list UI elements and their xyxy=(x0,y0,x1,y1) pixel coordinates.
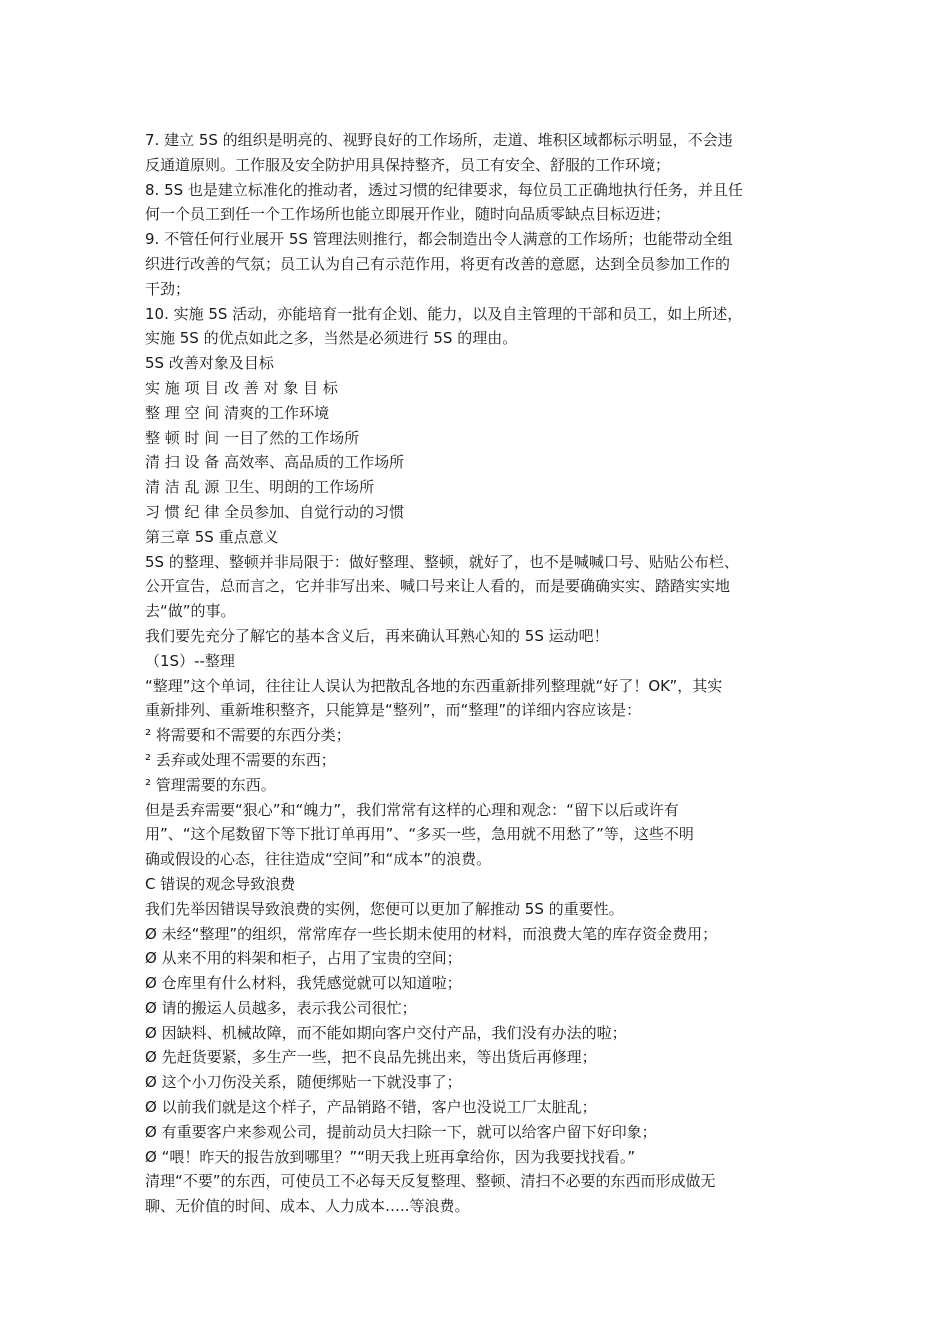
text-line: 习 惯 纪 律 全员参加、自觉行动的习惯 xyxy=(145,502,405,521)
text-line: 实 施 项 目 改 善 对 象 目 标 xyxy=(145,378,338,397)
text-line: “整理”这个单词，往往让人误认为把散乱各地的东西重新排列整理就“好了！OK”，其实 xyxy=(145,676,723,695)
text-line: Ø 有重要客户来参观公司，提前动员大扫除一下，就可以给客户留下好印象； xyxy=(145,1122,657,1141)
text-line: 9. 不管任何行业展开 5S 管理法则推行，都会制造出令人满意的工作场所；也能带动全组 xyxy=(145,230,733,249)
text-line: Ø 因缺料、机械故障，而不能如期向客户交付产品，我们没有办法的啦； xyxy=(145,1023,627,1042)
text-line: 确或假设的心态，往往造成“空间”和“成本”的浪费。 xyxy=(145,850,492,869)
text-line: Ø 这个小刀伤没关系，随便绑贴一下就没事了； xyxy=(145,1073,462,1092)
text-line: 我们要先充分了解它的基本含义后，再来确认耳熟心知的 5S 运动吧！ xyxy=(145,626,609,645)
text-line: 清 扫 设 备 高效率、高品质的工作场所 xyxy=(145,453,405,472)
text-line: 用”、“这个尾数留下等下批订单再用”、“多买一些，急用就不用愁了”等，这些不明 xyxy=(145,825,694,844)
text-line: C 错误的观念导致浪费 xyxy=(145,874,296,893)
text-line: ² 丢弃或处理不需要的东西； xyxy=(145,750,336,769)
text-line: 10. 实施 5S 活动，亦能培育一批有企划、能力，以及自主管理的干部和员工，如上所述， xyxy=(145,304,743,323)
text-line: Ø 仓库里有什么材料，我凭感觉就可以知道啦； xyxy=(145,974,462,993)
text-line: 何一个员工到任一个工作场所也能立即展开作业，随时向品质零缺点目标迈进； xyxy=(145,205,671,224)
text-line: 我们先举因错误导致浪费的实例，您便可以更加了解推动 5S 的重要性。 xyxy=(145,899,624,918)
text-line: Ø 以前我们就是这个样子，产品销路不错，客户也没说工厂太脏乱； xyxy=(145,1098,597,1117)
text-line: 织进行改善的气氛；员工认为自己有示范作用，将更有改善的意愿，达到全员参加工作的 xyxy=(145,254,731,273)
text-line: 5S 的整理、整顿并非局限于：做好整理、整顿，就好了，也不是喊喊口号、贴贴公布栏、 xyxy=(145,552,739,571)
text-line: 干劲； xyxy=(145,279,191,298)
text-line: 实施 5S 的优点如此之多，当然是必须进行 5S 的理由。 xyxy=(145,329,518,348)
text-line: Ø 从来不用的料架和柜子，占用了宝贵的空间； xyxy=(145,949,462,968)
text-line: 整 理 空 间 清爽的工作环境 xyxy=(145,403,330,422)
text-line: 公开宣告，总而言之，它并非写出来、喊口号来让人看的，而是要确确实实、踏踏实实地 xyxy=(145,577,731,596)
text-line: ² 将需要和不需要的东西分类； xyxy=(145,726,351,745)
text-line: 整 顿 时 间 一目了然的工作场所 xyxy=(145,428,360,447)
text-line: 第三章 5S 重点意义 xyxy=(145,527,279,546)
text-line: 去“做”的事。 xyxy=(145,602,236,621)
text-line: 8. 5S 也是建立标准化的推动者，透过习惯的纪律要求，每位员工正确地执行任务，并且任 xyxy=(145,180,743,199)
text-line: 重新排列、重新堆积整齐，只能算是“整列”，而“整理”的详细内容应该是： xyxy=(145,701,642,720)
text-line: Ø “喂！昨天的报告放到哪里？”“明天我上班再拿给你，因为我要找找看。” xyxy=(145,1147,636,1166)
text-line: 清理“不要”的东西，可使员工不必每天反复整理、整顿、清扫不必要的东西而形成做无 xyxy=(145,1172,716,1191)
text-line: 聊、无价值的时间、成本、人力成本…..等浪费。 xyxy=(145,1197,470,1216)
document-body xyxy=(145,128,810,1219)
text-line: 但是丢弃需要“狠心”和“魄力”，我们常常有这样的心理和观念：“留下以后或许有 xyxy=(145,800,679,819)
text-line: 7. 建立 5S 的组织是明亮的、视野良好的工作场所，走道、堆积区域都标示明显，不会违 xyxy=(145,131,733,149)
text-line: ² 管理需要的东西。 xyxy=(145,775,276,794)
text-line: Ø 请的搬运人员越多，表示我公司很忙； xyxy=(145,998,417,1017)
text-line: Ø 未经“整理”的组织，常常库存一些长期未使用的材料，而浪费大笔的库存资金费用； xyxy=(145,924,718,943)
text-line: 5S 改善对象及目标 xyxy=(145,354,274,373)
text-line: Ø 先赶货要紧，多生产一些，把不良品先挑出来，等出货后再修理； xyxy=(145,1048,597,1067)
text-line: （1S）--整理 xyxy=(145,651,235,670)
text-line: 清 洁 乱 源 卫生、明朗的工作场所 xyxy=(145,478,375,497)
text-line: 反通道原则。工作服及安全防护用具保持整齐，员工有安全、舒服的工作环境； xyxy=(145,155,671,174)
